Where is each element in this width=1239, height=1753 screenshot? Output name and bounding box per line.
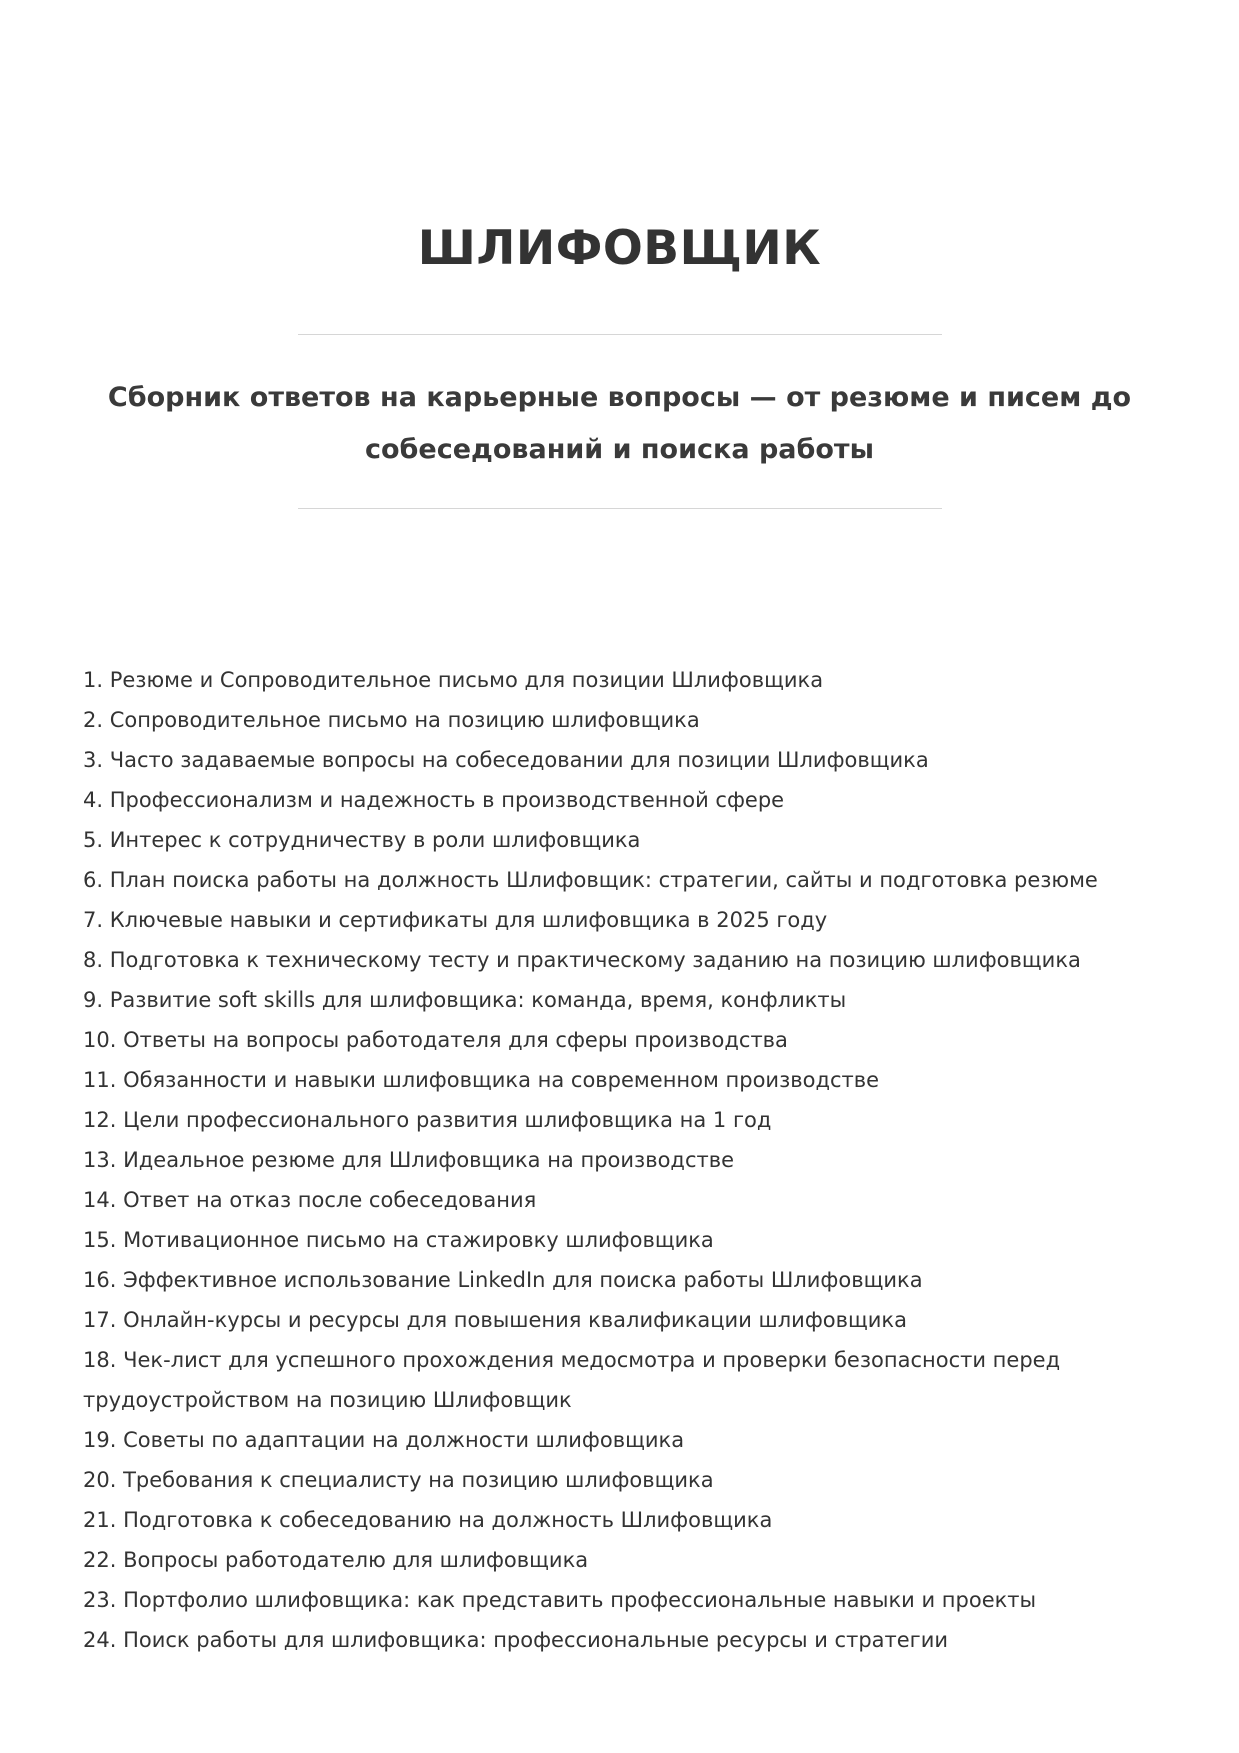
toc-item: 23. Портфолио шлифовщика: как представить профессиональные навыки и проекты: [83, 1588, 1037, 1612]
toc-item: 20. Требования к специалисту на позицию шлифовщика: [83, 1468, 714, 1492]
toc-item: 17. Онлайн-курсы и ресурсы для повышения квалификации шлифовщика: [83, 1308, 907, 1332]
bottom-divider: [298, 508, 942, 509]
toc-item: 8. Подготовка к техническому тесту и практическому заданию на позицию шлифовщика: [83, 948, 1081, 972]
toc-item: 21. Подготовка к собеседованию на должность Шлифовщика: [83, 1508, 773, 1532]
toc-item: 6. План поиска работы на должность Шлифовщик: стратегии, сайты и подготовка резюме: [83, 868, 1098, 892]
page-title: ШЛИФОВЩИК: [417, 221, 822, 277]
toc-item: 10. Ответы на вопросы работодателя для сферы производства: [83, 1028, 788, 1052]
table-of-contents: [83, 660, 1143, 1660]
toc-item: 2. Сопроводительное письмо на позицию шлифовщика: [83, 708, 700, 732]
toc-item: 18. Чек-лист для успешного прохождения медосмотра и проверки безопасности перед трудоустройством на позицию Шлифовщик: [83, 1348, 1061, 1412]
toc-item: 16. Эффективное использование LinkedIn для поиска работы Шлифовщика: [83, 1268, 923, 1292]
toc-item: 19. Советы по адаптации на должности шлифовщика: [83, 1428, 685, 1452]
toc-item: 12. Цели профессионального развития шлифовщика на 1 год: [83, 1108, 772, 1132]
page-subtitle: Сборник ответов на карьерные вопросы — от резюме и писем до собеседований и поиска работы: [107, 382, 1132, 465]
toc-item: 15. Мотивационное письмо на стажировку шлифовщика: [83, 1228, 714, 1252]
toc-item: 3. Часто задаваемые вопросы на собеседовании для позиции Шлифовщика: [83, 748, 929, 772]
toc-item: 4. Профессионализм и надежность в производственной сфере: [83, 788, 785, 812]
toc-item: 7. Ключевые навыки и сертификаты для шлифовщика в 2025 году: [83, 908, 828, 932]
toc-item: 11. Обязанности и навыки шлифовщика на современном производстве: [83, 1068, 880, 1092]
top-divider: [298, 334, 942, 335]
toc-item: 22. Вопросы работодателю для шлифовщика: [83, 1548, 589, 1572]
toc-item: 24. Поиск работы для шлифовщика: профессиональные ресурсы и стратегии: [83, 1628, 949, 1652]
toc-item: 13. Идеальное резюме для Шлифовщика на производстве: [83, 1148, 735, 1172]
toc-item: 1. Резюме и Сопроводительное письмо для позиции Шлифовщика: [83, 668, 824, 692]
toc-item: 9. Развитие soft skills для шлифовщика: команда, время, конфликты: [83, 988, 847, 1012]
toc-item: 14. Ответ на отказ после собеседования: [83, 1188, 537, 1212]
toc-item: 5. Интерес к сотрудничеству в роли шлифовщика: [83, 828, 641, 852]
